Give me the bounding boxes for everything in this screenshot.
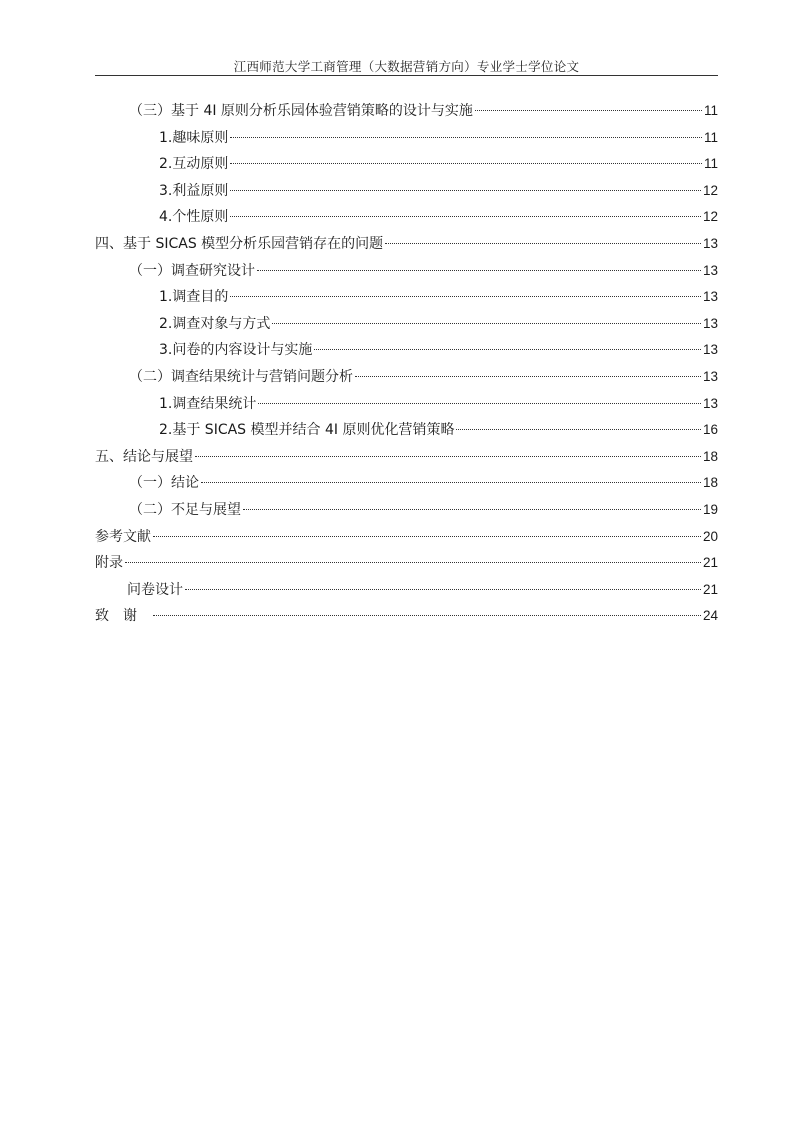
toc-entry[interactable] xyxy=(95,391,718,418)
table-of-contents xyxy=(95,98,718,630)
toc-page-number: 13 xyxy=(702,368,718,384)
toc-page-number: 21 xyxy=(702,555,718,571)
toc-dot-leader xyxy=(456,429,701,430)
toc-entry-title: 1.趣味原则 xyxy=(159,129,229,146)
toc-entry-title: 参考文献 xyxy=(95,528,151,545)
toc-dot-leader xyxy=(230,163,702,164)
toc-dot-leader xyxy=(258,403,701,404)
toc-entry-title: 1.调查目的 xyxy=(159,289,229,306)
toc-entry-title: （三）基于 4I 原则分析乐园体验营销策略的设计与实施 xyxy=(129,103,473,119)
toc-entry-title: 2.互动原则 xyxy=(159,156,229,173)
toc-entry[interactable] xyxy=(95,444,718,471)
toc-entry-title: 附录 xyxy=(95,555,123,572)
toc-entry[interactable] xyxy=(95,577,718,604)
toc-entry[interactable] xyxy=(95,337,718,364)
toc-dot-leader xyxy=(272,323,701,324)
toc-entry[interactable] xyxy=(95,258,718,285)
toc-dot-leader xyxy=(230,137,702,138)
toc-entry[interactable] xyxy=(95,603,718,630)
toc-entry[interactable] xyxy=(95,311,718,338)
toc-dot-leader xyxy=(385,243,701,244)
toc-page-number: 12 xyxy=(702,182,718,198)
toc-dot-leader xyxy=(243,509,701,510)
toc-entry[interactable] xyxy=(95,524,718,551)
toc-page-number: 13 xyxy=(702,235,718,251)
toc-page-number: 11 xyxy=(703,129,718,145)
toc-entry[interactable] xyxy=(95,284,718,311)
toc-dot-leader xyxy=(153,536,701,537)
toc-entry-title: 四、基于 SICAS 模型分析乐园营销存在的问题 xyxy=(95,235,384,252)
toc-entry-title: 2.基于 SICAS 模型并结合 4I 原则优化营销策略 xyxy=(159,422,455,439)
toc-dot-leader xyxy=(185,589,701,590)
toc-entry[interactable] xyxy=(95,497,718,524)
toc-dot-leader xyxy=(201,482,701,483)
toc-dot-leader xyxy=(257,270,701,271)
toc-page-number: 13 xyxy=(702,315,718,331)
toc-page-number: 13 xyxy=(702,262,718,278)
toc-page-number: 24 xyxy=(702,608,718,624)
toc-entry[interactable] xyxy=(95,364,718,391)
toc-page-number: 12 xyxy=(702,209,718,225)
toc-entry-title: （二）不足与展望 xyxy=(129,501,241,518)
toc-entry[interactable] xyxy=(95,204,718,231)
toc-dot-leader xyxy=(314,349,701,350)
toc-entry[interactable] xyxy=(95,125,718,152)
page-header: 江西师范大学工商管理（大数据营销方向）专业学士学位论文 xyxy=(233,59,580,74)
toc-entry-title: 4.个性原则 xyxy=(159,209,229,226)
toc-dot-leader xyxy=(153,615,701,616)
toc-entry-title: （二）调查结果统计与营销问题分析 xyxy=(129,368,353,385)
toc-entry[interactable] xyxy=(95,417,718,444)
toc-entry-title: 五、结论与展望 xyxy=(95,448,193,465)
toc-page-number: 20 xyxy=(702,528,718,544)
toc-entry[interactable] xyxy=(95,151,718,178)
toc-page-number: 19 xyxy=(702,501,718,517)
toc-entry-title: （一）结论 xyxy=(129,475,199,492)
toc-entry-title: 问卷设计 xyxy=(127,581,183,598)
toc-dot-leader xyxy=(230,296,701,297)
toc-page-number: 18 xyxy=(702,448,718,464)
toc-page-number: 13 xyxy=(702,395,718,411)
toc-dot-leader xyxy=(230,190,701,191)
toc-dot-leader xyxy=(475,110,702,111)
toc-entry[interactable] xyxy=(95,550,718,577)
toc-entry[interactable] xyxy=(95,178,718,205)
toc-page-number: 11 xyxy=(703,156,718,172)
toc-dot-leader xyxy=(195,456,701,457)
toc-entry-title: 1.调查结果统计 xyxy=(159,395,257,412)
toc-page-number: 16 xyxy=(702,422,718,438)
toc-page-number: 11 xyxy=(703,103,718,118)
toc-entry-title: （一）调查研究设计 xyxy=(129,262,255,279)
toc-page-number: 21 xyxy=(702,581,718,597)
toc-entry-title: 3.问卷的内容设计与实施 xyxy=(159,342,313,359)
toc-dot-leader xyxy=(230,216,701,217)
toc-entry[interactable] xyxy=(95,231,718,258)
toc-entry[interactable] xyxy=(95,470,718,497)
toc-page-number: 18 xyxy=(702,475,718,491)
toc-dot-leader xyxy=(355,376,701,377)
toc-entry-title: 致谢 xyxy=(95,608,151,625)
toc-dot-leader xyxy=(125,562,701,563)
toc-page-number: 13 xyxy=(702,289,718,305)
header-rule xyxy=(95,75,718,76)
toc-entry[interactable] xyxy=(95,98,718,125)
toc-entry-title: 3.利益原则 xyxy=(159,182,229,199)
toc-entry-title: 2.调查对象与方式 xyxy=(159,315,271,332)
toc-page-number: 13 xyxy=(702,342,718,358)
